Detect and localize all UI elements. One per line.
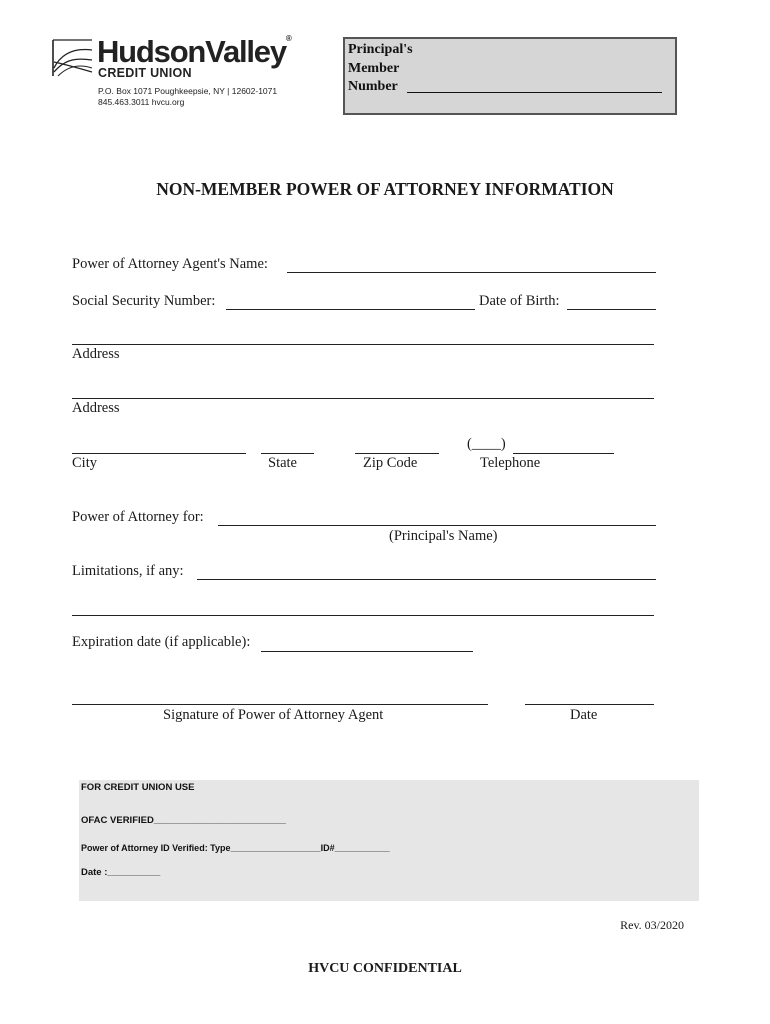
confidential-footer: HVCU CONFIDENTIAL bbox=[308, 961, 462, 976]
contact-line: 845.463.3011 hvcu.org bbox=[98, 97, 185, 107]
telephone-area-code[interactable]: (____) bbox=[467, 436, 506, 452]
address2-label: Address bbox=[72, 400, 120, 416]
credit-union-use-box bbox=[79, 780, 699, 901]
poa-for-label: Power of Attorney for: bbox=[72, 509, 204, 525]
zip-label: Zip Code bbox=[363, 455, 418, 471]
ssn-label: Social Security Number: bbox=[72, 293, 216, 309]
dob-label: Date of Birth: bbox=[479, 293, 560, 309]
state-field[interactable] bbox=[261, 453, 314, 454]
office-date-field[interactable]: Date :__________ bbox=[81, 867, 161, 878]
limitations-field[interactable] bbox=[197, 579, 656, 580]
id-verified-field[interactable]: Power of Attorney ID Verified: Type__________________ID#___________ bbox=[81, 843, 390, 853]
member-number-field[interactable] bbox=[407, 92, 662, 93]
limitations-label: Limitations, if any: bbox=[72, 563, 184, 579]
state-label: State bbox=[268, 455, 297, 471]
city-field[interactable] bbox=[72, 453, 246, 454]
member-box-label-line2: Member bbox=[348, 61, 400, 76]
principal-name-caption: (Principal's Name) bbox=[389, 528, 498, 544]
credit-union-use-heading: FOR CREDIT UNION USE bbox=[81, 782, 195, 793]
agent-name-field[interactable] bbox=[287, 272, 656, 273]
credit-union-logo-icon bbox=[52, 38, 94, 78]
mailing-address: P.O. Box 1071 Poughkeepsie, NY | 12602-1071 bbox=[98, 86, 278, 96]
member-box-label-line1: Principal's bbox=[348, 42, 413, 57]
page-title: NON-MEMBER POWER OF ATTORNEY INFORMATION bbox=[156, 179, 614, 199]
address1-field[interactable] bbox=[72, 344, 654, 345]
ofac-verified-field[interactable]: OFAC VERIFIED_________________________ bbox=[81, 815, 286, 826]
telephone-label: Telephone bbox=[480, 455, 541, 471]
city-label: City bbox=[72, 455, 97, 471]
principal-name-field[interactable] bbox=[218, 525, 656, 526]
address2-field[interactable] bbox=[72, 398, 654, 399]
dob-field[interactable] bbox=[567, 309, 656, 310]
brand-subtitle: CREDIT UNION bbox=[98, 66, 192, 80]
telephone-field[interactable] bbox=[513, 453, 614, 454]
zip-field[interactable] bbox=[355, 453, 439, 454]
brand-name: HudsonValley® bbox=[97, 34, 292, 69]
signature-date-label: Date bbox=[570, 707, 598, 723]
address1-label: Address bbox=[72, 346, 120, 362]
member-box-label-line3: Number bbox=[348, 79, 398, 94]
ssn-field[interactable] bbox=[226, 309, 475, 310]
expiration-field[interactable] bbox=[261, 651, 473, 652]
signature-field[interactable] bbox=[72, 704, 488, 705]
signature-label: Signature of Power of Attorney Agent bbox=[163, 707, 384, 723]
revision-date: Rev. 03/2020 bbox=[620, 918, 684, 932]
limitations-field-line2[interactable] bbox=[72, 615, 654, 616]
signature-date-field[interactable] bbox=[525, 704, 654, 705]
agent-name-label: Power of Attorney Agent's Name: bbox=[72, 256, 268, 272]
expiration-label: Expiration date (if applicable): bbox=[72, 634, 251, 650]
